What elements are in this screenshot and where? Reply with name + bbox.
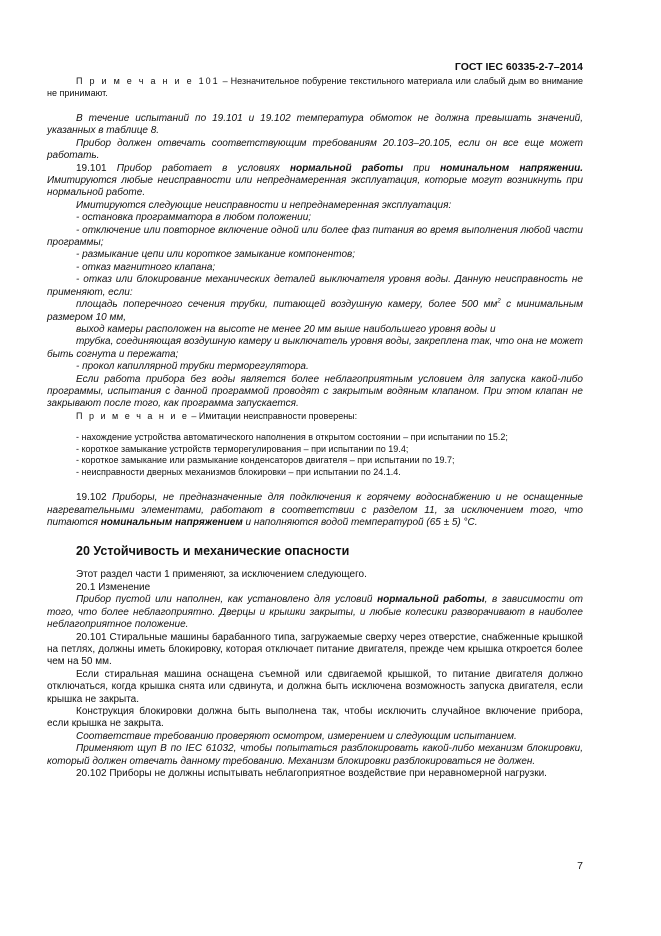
condition: трубка, соединяющая воздушную камеру и выключатель уровня воды, закреплена так, что она не может быть согнута и пережата; [47, 336, 583, 360]
document-id: ГОСТ IEC 60335-2-7–2014 [454, 61, 583, 73]
note: П р и м е ч а н и е – Имитации неисправности проверены: [76, 410, 358, 421]
note-list-item: - короткое замыкание устройств терморегулирования – при испытании по 19.4; [76, 443, 409, 454]
clause-20-101: 20.101 Стиральные машины барабанного типа, загружаемые сверху через отверстие, снабженные крышкой на петлях, должны иметь блокировку, которая отключает питание двигателя, прежде чем крышка откроется более чем на 50 мм. [47, 631, 583, 668]
paragraph: Если стиральная машина оснащена съемной или сдвигаемой крышкой, то питание двигателя должно отключаться, когда крышка снята или сдвинута, и должна быть исключена возможность запуска двигателя, если крышка не закрыта. [47, 668, 583, 705]
list-item: - отказ магнитного клапана; [76, 261, 216, 273]
paragraph: Прибор должен отвечать соответствующим требованиям 20.103–20.105, если он все еще может работать. [47, 137, 583, 162]
clause-number: 19.101 [76, 162, 107, 174]
paragraph: Соответствие требованию проверяют осмотром, измерением и следующим испытанием. [76, 730, 517, 742]
note-list-item: - нахождение устройства автоматического наполнения в открытом состоянии – при испытании по 15.2; [76, 432, 508, 443]
condition: выход камеры расположен на высоте не менее 20 мм выше наибольшего уровня воды и [76, 323, 496, 335]
condition: площадь поперечного сечения трубки, питающей воздушную камеру, более 500 $мм^2$ с минимальным размером 10 мм, [47, 298, 583, 323]
page-body [47, 76, 583, 780]
clause-20-102: 20.102 Приборы не должны испытывать неблагоприятное воздействие при неравномерной нагрузки. [76, 767, 547, 779]
list-item: - прокол капиллярной трубки терморегулятора. [76, 361, 309, 373]
note-list-item: - неисправности дверных механизмов блокировки – при испытании по 24.1.4. [76, 466, 401, 477]
paragraph: Применяют щуп B по IEC 61032, чтобы попытаться разблокировать какой-либо механизм блокировки, который должен отвечать данному требованию. Механизм блокировки разблокироваться не должен. [47, 743, 583, 767]
note-label: П р и м е ч а н и е 101 [76, 76, 220, 86]
list-item: - размыкание цепи или короткое замыкание компонентов; [76, 249, 356, 261]
paragraph: Прибор пустой или наполнен, как установлено для условий нормальной работы, в зависимости от того, что более неблагоприятно. Дверцы и крышки закрыты, и любые колесики разворачивают в наиболее неблагоприятное положение. [47, 594, 583, 631]
paragraph: Если работа прибора без воды является более неблагоприятным условием для запуска какой-либо программы, испытания с данной программой проводят с закрытым водяным клапаном. При этом клапан не закрывают после того, как программа запускается. [47, 373, 583, 410]
paragraph: В течение испытаний по 19.101 и 19.102 температура обмоток не должна превышать значений, указанных в таблице 8. [47, 113, 583, 137]
paragraph: Конструкция блокировки должна быть выполнена так, чтобы исключить случайное включение прибора, если крышка не закрыта. [47, 705, 583, 730]
clause-19-101: 19.101 Прибор работает в условиях нормальной работы при номинальном напряжении. Имитируются любые неисправности или непреднамеренная эксплуатация, которые могут возникнуть при нормальной работе. [47, 162, 583, 199]
note-text: – Незначительное побурение текстильного материала или слабый дым во внимание не принимают. [47, 76, 583, 98]
section-heading: 20 Устойчивость и механические опасности [76, 544, 350, 559]
note-list-item: - короткое замыкание или размыкание конденсаторов двигателя – при испытании по 19.7; [76, 455, 455, 466]
list-item: - остановка программатора в любом положении; [76, 212, 312, 224]
paragraph: Имитируются следующие неисправности и непреднамеренная эксплуатация: [76, 199, 452, 211]
note-101 [47, 76, 583, 99]
clause-19-102: 19.102 Приборы, не предназначенные для подключения к горячему водоснабжению и не оснащенные нагревательными элементами, работают в соответствии с разделом 11, за исключением того, что питаются номинальным напряжением и наполняются водой температурой (65 ± 5) °С. [47, 492, 583, 529]
paragraph: Этот раздел части 1 применяют, за исключением следующего. [76, 569, 367, 581]
clause-20-1: 20.1 Изменение [76, 581, 151, 593]
list-item: - отказ или блокирование механических деталей выключателя уровня воды. Данную неисправность не применяют, если: [47, 274, 583, 298]
page-number: 7 [577, 860, 583, 872]
list-item: - отключение или повторное включение одной или более фаз питания во время выполнения любой части программы; [47, 224, 583, 249]
